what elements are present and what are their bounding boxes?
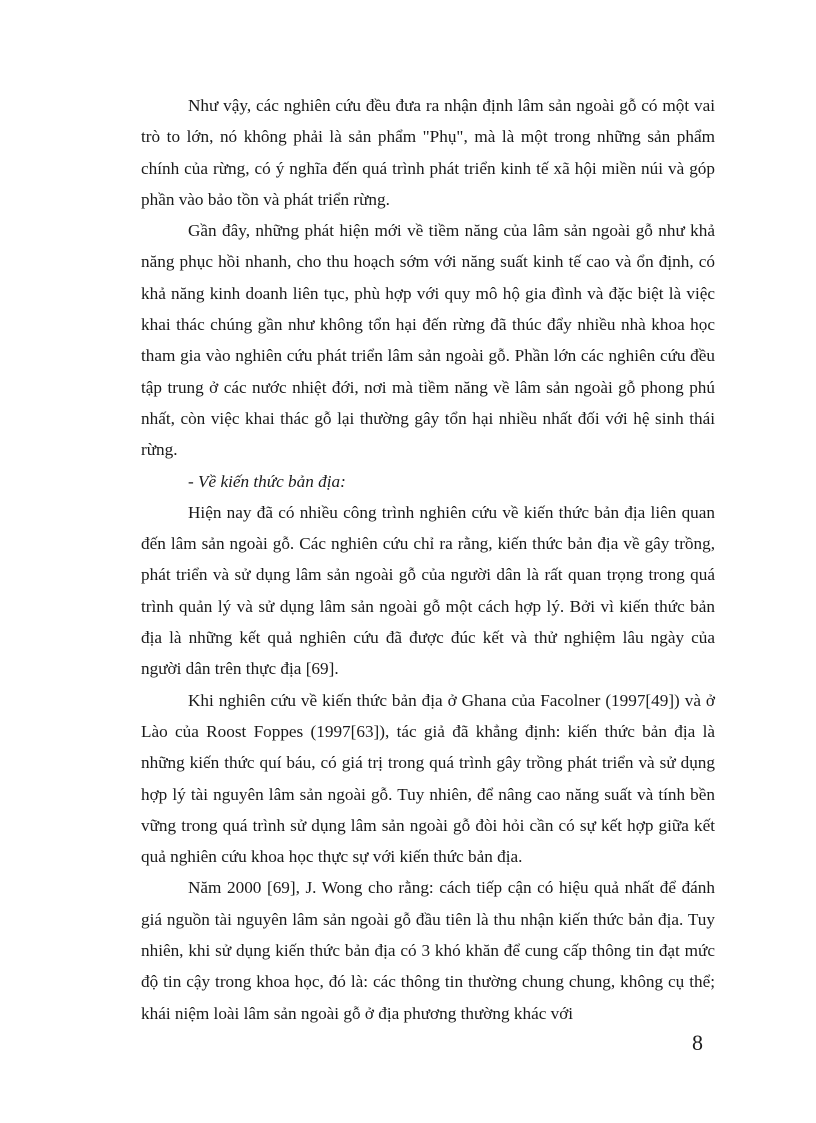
paragraph-ghana-laos-studies: Khi nghiên cứu về kiến thức bản địa ở Ghana của Facolner (1997[49]) và ở Lào của Roost Foppes (1997[63]), tác giả đã khẳng định: kiến thức bản địa là những kiến thức quí báu, có giá trị trong quá trình gây trồng phát triển và sử dụng hợp lý tài nguyên lâm sản ngoài gỗ. Tuy nhiên, để nâng cao năng suất và tính bền vững trong quá trình sử dụng lâm sản ngoài gỗ đòi hỏi cần có sự kết hợp giữa kết quả nghiên cứu khoa học thực sự với kiến thức bản địa. (141, 690, 715, 867)
body-text (141, 90, 715, 1029)
subheading-indigenous-knowledge: - Về kiến thức bản địa: (188, 471, 346, 491)
paragraph-wong-2000: Năm 2000 [69], J. Wong cho rằng: cách tiếp cận có hiệu quả nhất để đánh giá nguồn tài nguyên lâm sản ngoài gỗ đầu tiên là thu nhận kiến thức bản địa. Tuy nhiên, khi sử dụng kiến thức bản địa có 3 khó khăn để cung cấp thông tin đạt mức độ tin cậy trong khoa học, đó là: các thông tin thường chung chung, không cụ thể; khái niệm loài lâm sản ngoài gỗ ở địa phương thường khác với (141, 878, 715, 1023)
paragraph-recent-findings: Gần đây, những phát hiện mới về tiềm năng của lâm sản ngoài gỗ như khả năng phục hồi nhanh, cho thu hoạch sớm với năng suất kinh tế cao và ổn định, có khả năng kinh doanh liên tục, phù hợp với quy mô hộ gia đình và đặc biệt là việc khai thác chúng gần như không tổn hại đến rừng đã thúc đẩy nhiều nhà khoa học tham gia vào nghiên cứu phát triển lâm sản ngoài gỗ. Phần lớn các nghiên cứu đều tập trung ở các nước nhiệt đới, nơi mà tiềm năng về lâm sản ngoài gỗ phong phú nhất, còn việc khai thác gỗ lại thường gây tổn hại nhiều nhất đối với hệ sinh thái rừng. (141, 221, 715, 460)
page-number: 8 (692, 1030, 703, 1055)
paragraph-role-of-ntfp: Như vậy, các nghiên cứu đều đưa ra nhận định lâm sản ngoài gỗ có một vai trò to lớn, nó không phải là sản phẩm "Phụ", mà là một trong những sản phẩm chính của rừng, có ý nghĩa đến quá trình phát triển kinh tế xã hội miền núi và góp phần vào bảo tồn và phát triển rừng. (141, 96, 715, 209)
paragraph-indigenous-knowledge-research: Hiện nay đã có nhiều công trình nghiên cứu về kiến thức bản địa liên quan đến lâm sản ngoài gỗ. Các nghiên cứu chỉ ra rằng, kiến thức bản địa về gây trồng, phát triển và sử dụng lâm sản ngoài gỗ của người dân là rất quan trọng trong quá trình quản lý và sử dụng lâm sản ngoài gỗ một cách hợp lý. Bởi vì kiến thức bản địa là những kết quả nghiên cứu đã được đúc kết và thử nghiệm lâu ngày của người dân trên thực địa [69]. (141, 502, 715, 679)
